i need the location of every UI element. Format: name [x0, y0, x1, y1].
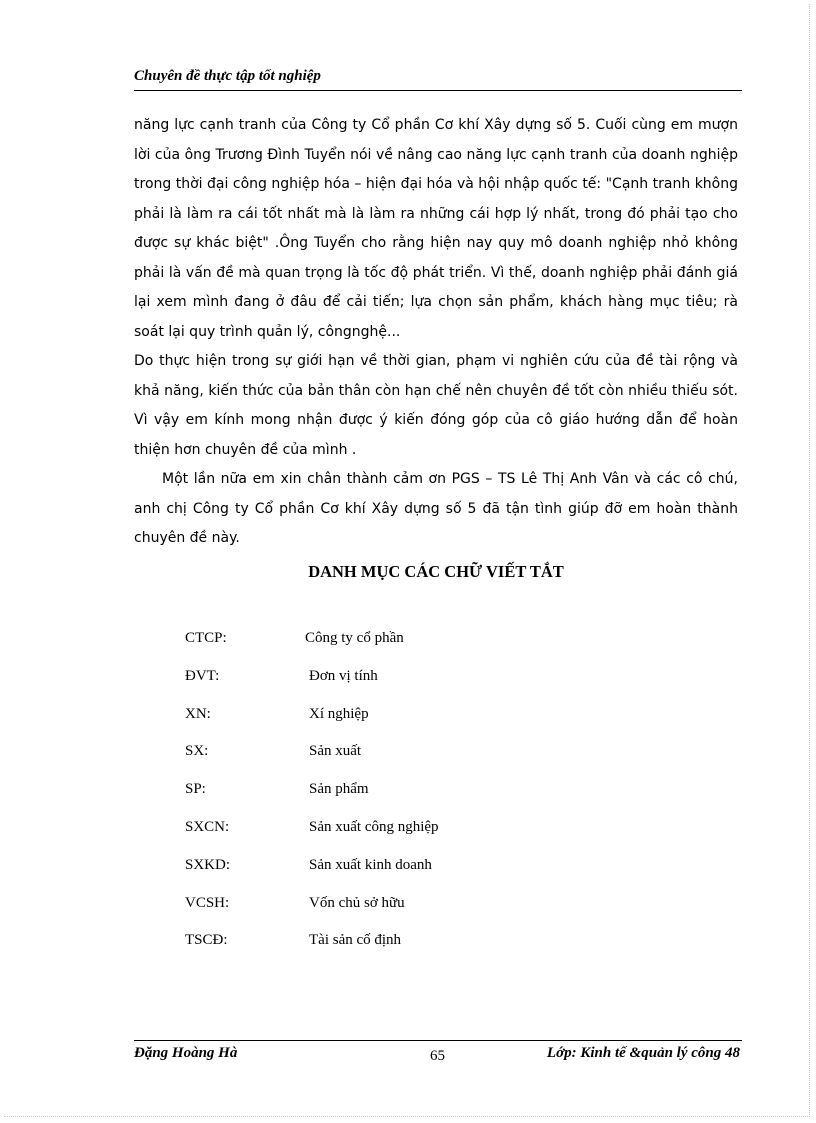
abbreviation-definition: Tài sản cố định [309, 932, 402, 949]
abbreviation-definition: Xí nghiệp [309, 705, 369, 722]
abbreviation-term: XN: [185, 705, 211, 722]
footer-author: Đặng Hoàng Hà [134, 1045, 238, 1061]
abbreviation-row [185, 668, 605, 706]
abbreviation-term: SXKD: [185, 856, 231, 873]
abbreviation-term: CTCP: [185, 630, 227, 646]
abbreviation-row [185, 857, 605, 895]
paragraph-3: Một lần nữa em xin chân thành cảm ơn PGS – TS Lê Thị Anh Vân và các cô chú, anh chị Công ty Cổ phần Cơ khí Xây dựng số 5 đã tận tình giúp đỡ em hoàn thành chuyên đề này. [134, 471, 738, 546]
abbreviation-definition: Sản xuất kinh doanh [309, 856, 432, 873]
abbreviation-row [185, 781, 605, 819]
section-title: DANH MỤC CÁC CHỮ VIẾT TẮT [308, 562, 564, 581]
abbreviation-definition: Sản phẩm [309, 781, 369, 798]
abbreviation-row [185, 630, 605, 668]
abbreviation-row [185, 932, 605, 970]
abbreviation-term: SP: [185, 781, 206, 798]
abbreviation-list [185, 630, 605, 970]
abbreviation-term: TSCĐ: [185, 932, 228, 949]
abbreviation-definition: Công ty cổ phần [305, 630, 404, 646]
page-header: Chuyên đề thực tập tốt nghiệp [134, 68, 321, 84]
abbreviation-definition: Đơn vị tính [309, 667, 378, 684]
abbreviation-definition: Sản xuất [309, 743, 362, 760]
paragraph-1: năng lực cạnh tranh của Công ty Cổ phần Cơ khí Xây dựng số 5. Cuối cùng em mượn lời của ông Trương Đình Tuyển nói về nâng cao năng lực cạnh tranh của doanh nghiệp trong thời đại công nghiệp hóa – hiện đại hóa và hội nhập quốc tế: "Cạnh tranh không phải là làm ra cái tốt nhất mà là làm ra những cái hợp lý nhất, trong đó phải tạo cho được sự khác biệt" .Ông Tuyển cho rằng hiện nay quy mô doanh nghiệp nhỏ không phải là vấn đề mà quan trọng là tốc độ phát triển. Vì thế, doanh nghiệp phải đánh giá lại xem mình đang ở đâu để cải tiến; lựa chọn sản phẩm, khách hàng mục tiêu; rà soát lại quy trình quản lý, côngnghệ... [134, 117, 738, 340]
abbreviation-row [185, 819, 605, 857]
abbreviation-definition: Vốn chủ sở hữu [309, 894, 405, 911]
abbreviation-term: SXCN: [185, 818, 230, 835]
body-text [134, 111, 738, 554]
abbreviation-term: VCSH: [185, 894, 230, 911]
footer-rule [134, 1040, 742, 1041]
abbreviation-term: ĐVT: [185, 667, 220, 684]
header-rule [134, 90, 742, 91]
footer-class: Lớp: Kinh tế &quản lý công 48 [546, 1045, 740, 1061]
paragraph-2: Do thực hiện trong sự giới hạn về thời gian, phạm vi nghiên cứu của đề tài rộng và khả năng, kiến thức của bản thân còn hạn chế nên chuyên đề tốt còn nhiều thiếu sót. Vì vậy em kính mong nhận được ý kiến đóng góp của cô giáo hướng dẫn để hoàn thiện hơn chuyên đề của mình . [134, 353, 738, 458]
abbreviation-row [185, 706, 605, 744]
abbreviation-definition: Sản xuất công nghiệp [309, 818, 439, 835]
page-number: 65 [430, 1048, 445, 1064]
abbreviation-term: SX: [185, 743, 209, 760]
abbreviation-row [185, 743, 605, 781]
abbreviation-row [185, 895, 605, 933]
